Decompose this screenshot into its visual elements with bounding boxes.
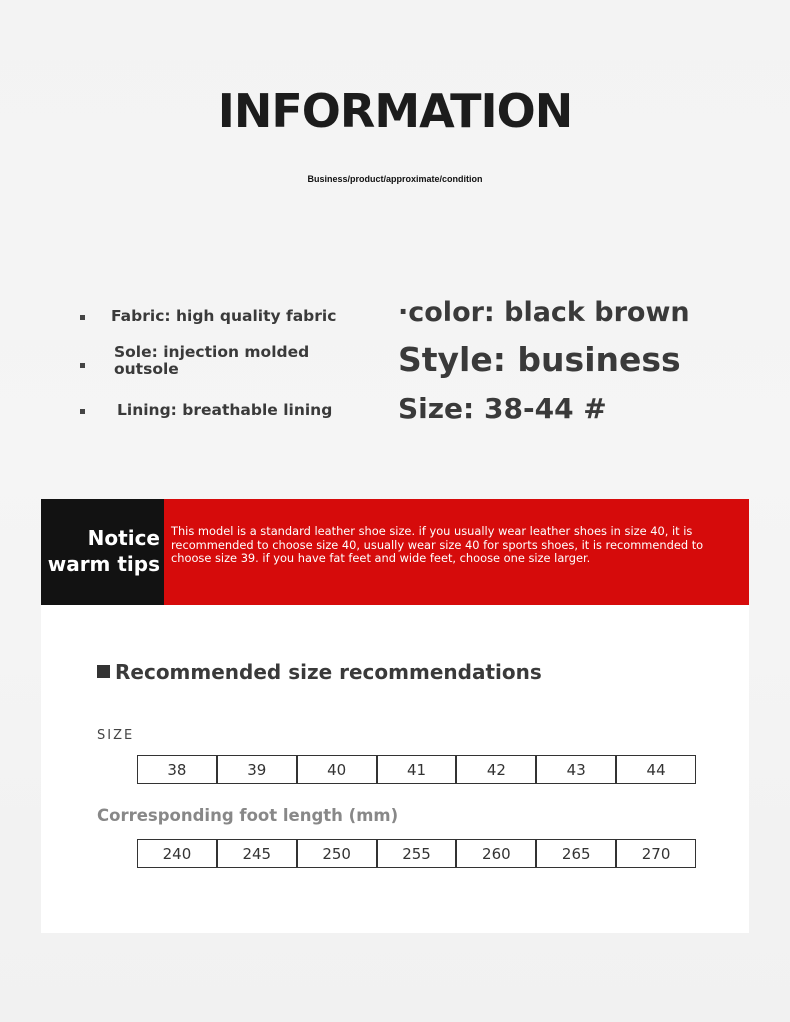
foot-length-cell: 270 (615, 840, 695, 867)
feature-sole: Sole: injection molded outsole (114, 343, 310, 378)
feature-color: ·color: black brown (398, 297, 690, 328)
page-title: INFORMATION (217, 84, 573, 138)
foot-length-cell: 245 (216, 840, 296, 867)
size-cell: 39 (216, 756, 296, 783)
bullet-icon (80, 315, 85, 320)
size-cell: 42 (455, 756, 535, 783)
page-subtitle: Business/product/approximate/condition (307, 174, 483, 184)
feature-size: Size: 38-44 # (398, 392, 607, 425)
foot-length-cell: 265 (535, 840, 615, 867)
size-cell: 40 (296, 756, 376, 783)
notice-label-box (41, 499, 164, 605)
foot-length-label: Corresponding foot length (mm) (97, 806, 399, 825)
feature-lining: Lining: breathable lining (117, 401, 333, 419)
foot-length-cell: 260 (455, 840, 535, 867)
square-icon (97, 665, 110, 678)
bullet-icon (80, 409, 85, 414)
notice-title-line1: Notice (87, 526, 160, 550)
foot-length-cell: 255 (376, 840, 456, 867)
size-chart-heading-text: Recommended size recommendations (115, 660, 542, 684)
size-cell: 41 (376, 756, 456, 783)
notice-text: This model is a standard leather shoe size. if you usually wear leather shoes in size 40, it is recommended to choose size 40, usually wear size 40 for sports shoes, it is recommended to choose size 39. if you have fat feet and wide feet, choose one size larger. (171, 524, 704, 565)
notice-title (48, 525, 160, 577)
size-cell: 43 (535, 756, 615, 783)
notice-text-box (164, 499, 749, 605)
foot-length-cell: 240 (162, 844, 192, 863)
feature-fabric: Fabric: high quality fabric (111, 307, 337, 325)
bullet-icon (80, 363, 85, 368)
foot-length-cell: 250 (296, 840, 376, 867)
size-cell: 44 (615, 756, 695, 783)
size-cell: 38 (167, 760, 187, 779)
size-label: SIZE (97, 728, 135, 743)
notice-title-line2: warm tips (47, 552, 160, 576)
size-table (137, 755, 696, 784)
feature-style: Style: business (398, 340, 681, 379)
size-chart-heading (97, 660, 542, 684)
foot-length-table (137, 839, 696, 868)
